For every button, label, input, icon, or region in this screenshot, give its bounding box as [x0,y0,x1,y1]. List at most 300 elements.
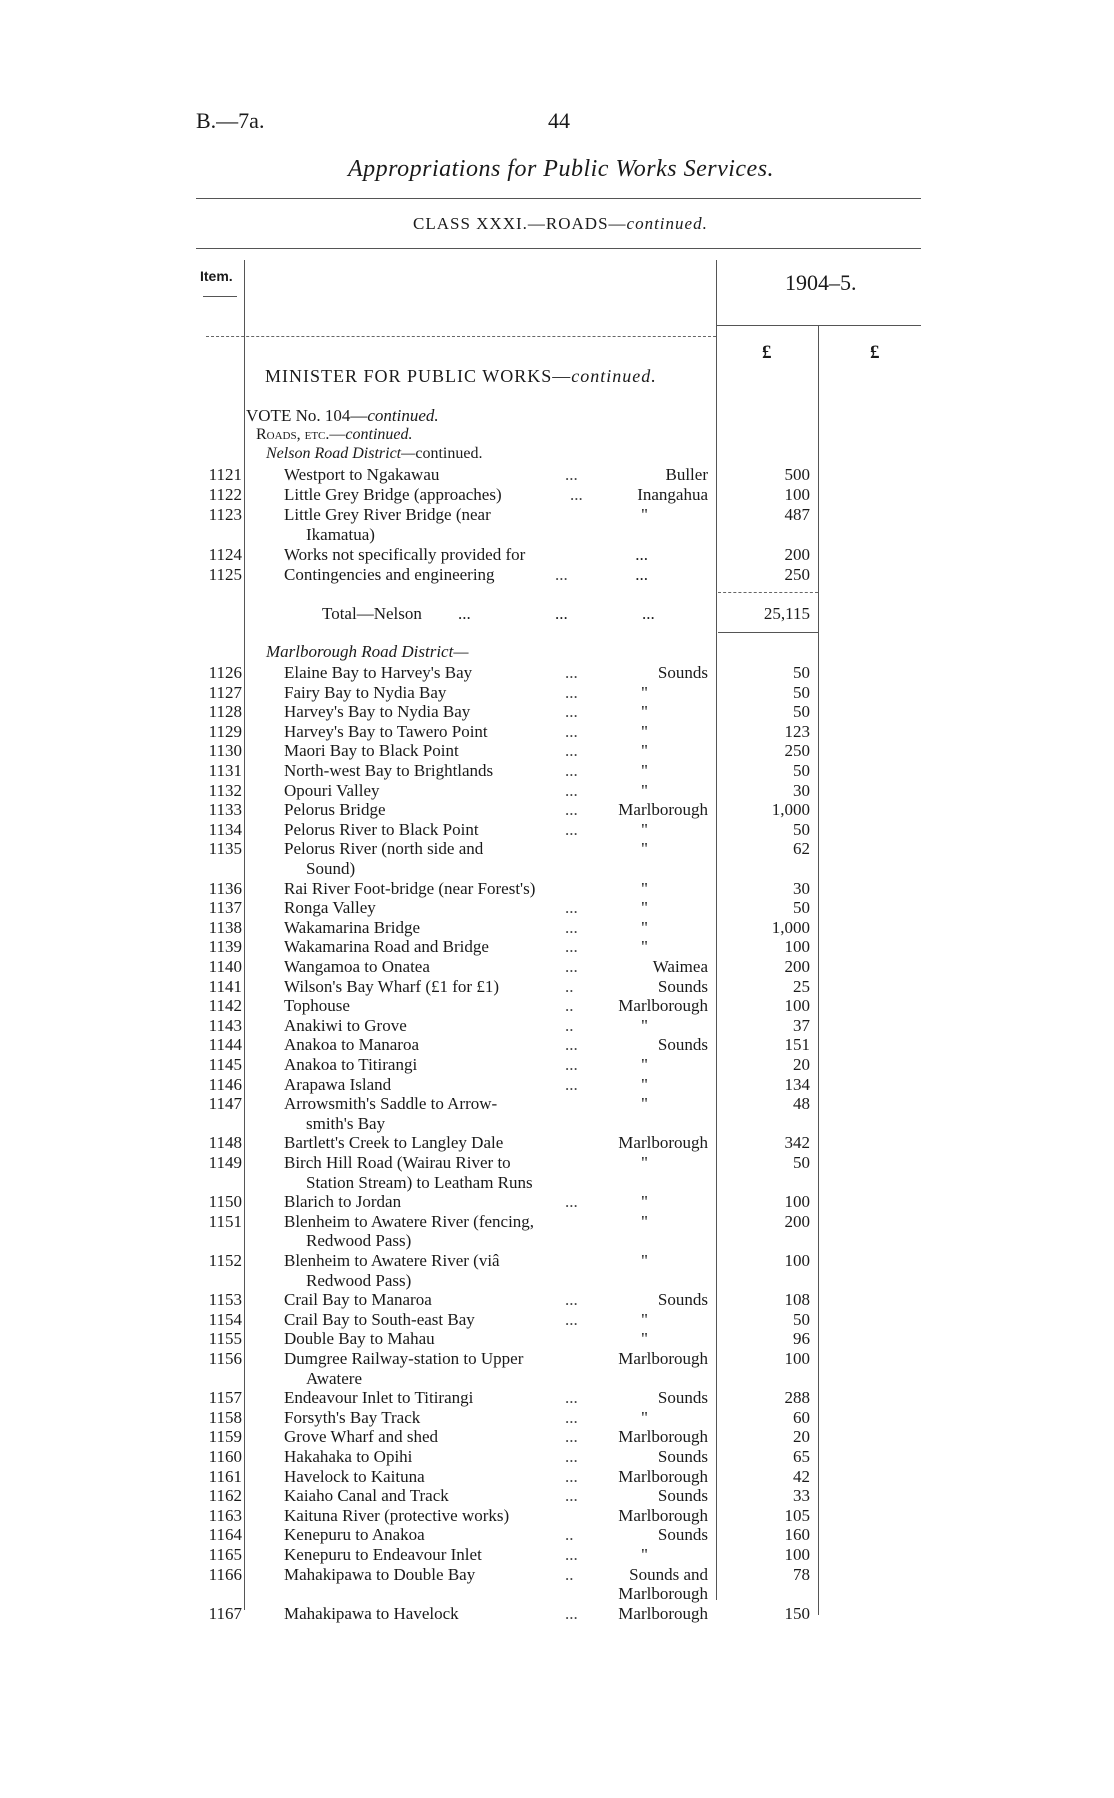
table-row [0,1192,1114,1212]
district: Marlborough [618,996,708,1016]
ditto-mark: " [641,917,648,937]
amount: 96 [793,1329,810,1349]
total-label: Total—Nelson [322,604,422,623]
item-number: 1162 [208,1486,242,1506]
minister-heading-main: MINISTER FOR PUBLIC WORKS— [265,366,572,386]
table-row-continuation [0,1369,1114,1389]
work-description: Wangamoa to Onatea [284,957,430,976]
leader-dots: ... [570,485,583,504]
table-row [0,918,1114,938]
nelson-district-continued: continued. [415,445,483,462]
amount: 487 [784,505,810,524]
district: Marlborough [618,800,708,820]
district: Marlborough [618,1133,708,1153]
amount: 200 [784,545,810,564]
ditto-mark: " [641,1094,648,1114]
work-description: Wilson's Bay Wharf (£1 for £1) [284,976,499,996]
amount: 50 [793,819,810,839]
leader-dots: ... [565,1309,578,1329]
district-continued: Marlborough [618,1584,708,1604]
amount: 30 [793,780,810,800]
item-number: 1142 [208,996,242,1016]
vote-heading-continued: continued. [367,406,439,425]
work-description: Kenepuru to Anakoa [284,1525,425,1545]
amount: 50 [793,898,810,918]
table-row [0,1290,1114,1310]
ditto-mark: " [641,741,648,761]
item-number: 1146 [208,1074,242,1094]
item-number: 1161 [208,1466,242,1486]
ditto-mark: " [641,1192,648,1212]
amount: 50 [793,663,810,682]
table-row [0,1310,1114,1330]
roads-heading-main: Roads, etc.— [256,426,346,443]
amount: 160 [784,1525,810,1545]
page-number: 44 [548,108,570,133]
title-rule [196,198,921,199]
work-description: Double Bay to Mahau [284,1329,435,1349]
work-description: Maori Bay to Black Point [284,741,459,761]
work-description: Mahakipawa to Double Bay [284,1564,476,1584]
leader-dots: ... [565,682,578,702]
amount: 50 [793,682,810,702]
amount: 100 [784,1545,810,1564]
table-row [0,1055,1114,1075]
district: Sounds [657,1290,708,1310]
work-description: Little Grey Bridge (approaches) [284,485,502,504]
leader-dots: ... [565,721,578,741]
district: Sounds [657,663,708,682]
table-row [0,1388,1114,1408]
district: Sounds [657,1388,708,1408]
leader-dots: ... [565,1603,578,1623]
item-number: 1122 [208,485,242,504]
amount: 50 [793,1153,810,1172]
table-row [0,722,1114,742]
amount: 123 [784,721,810,741]
table-row [0,1251,1114,1271]
leader-dots: .. [565,1564,574,1584]
work-description-continued: Redwood Pass) [306,1231,412,1251]
item-number: 1138 [208,917,242,937]
leader-dots: ... [565,819,578,839]
leader-dots: ... [565,465,578,484]
table-row [0,1153,1114,1173]
leader-dots: ... [565,1035,578,1055]
leader-dots: ... [565,898,578,918]
work-description: Crail Bay to Manaroa [284,1290,432,1310]
header-bottom-rule [206,336,716,337]
leader-dots: ... [565,1290,578,1310]
table-row [0,1075,1114,1095]
amount: 342 [784,1133,810,1153]
leader-dots: ... [565,1486,578,1506]
item-number: 1134 [208,819,242,839]
leader-dots: ... [565,1447,578,1466]
leader-dots: ... [565,780,578,800]
table-row-continuation [0,1173,1114,1193]
class-heading-main: CLASS XXXI.—ROADS— [413,214,627,233]
work-description-continued: Station Stream) to Leatham Runs [306,1172,533,1192]
nelson-district-heading [266,445,482,463]
leader-dots: .. [565,1525,574,1545]
item-number: 1132 [208,780,242,800]
district: ... [635,545,648,564]
leader-dots: ... [565,1055,578,1074]
amount: 78 [793,1564,810,1584]
leader-dots: ... [565,1074,578,1094]
item-number: 1124 [208,545,242,564]
amount: 200 [784,1211,810,1231]
table-row [0,485,1114,505]
district: Sounds and [629,1564,708,1584]
leader-dots: ... [565,663,578,682]
work-description: Little Grey River Bridge (near [284,505,491,524]
ditto-mark: " [641,1153,648,1172]
district: Inangahua [637,485,708,504]
ditto-mark: " [641,819,648,839]
work-description: Bartlett's Creek to Langley Dale [284,1133,504,1153]
nelson-total-row [0,604,1114,624]
item-number: 1156 [208,1349,242,1368]
table-row [0,800,1114,820]
work-description: Ronga Valley [284,898,376,918]
class-heading-continued: continued. [626,214,708,233]
leader-dots: ... [565,1427,578,1447]
work-description: Elaine Bay to Harvey's Bay [284,663,473,682]
work-description: Opouri Valley [284,780,380,800]
item-number: 1163 [208,1505,242,1525]
amount: 1,000 [771,917,810,937]
ditto-mark: " [641,878,648,898]
ditto-mark: " [641,1309,648,1329]
leader-dots: ... [565,800,578,820]
ditto-mark: " [641,1074,648,1094]
item-number: 1144 [208,1035,242,1055]
amount: 100 [784,1251,810,1270]
table-row [0,1525,1114,1545]
item-number: 1167 [208,1603,242,1623]
amount: 33 [793,1486,810,1506]
amount: 134 [784,1074,810,1094]
work-description: Hakahaka to Opihi [284,1447,413,1466]
table-row [0,1016,1114,1036]
leader-dots: .. [565,996,574,1016]
table-row [0,996,1114,1016]
amount: 50 [793,1309,810,1329]
work-description-continued: Ikamatua) [306,525,375,544]
leader-dots: ... [565,937,578,957]
item-number: 1153 [208,1290,242,1310]
item-column-header: Item. [200,268,233,284]
amount: 288 [784,1388,810,1408]
leader-dots: ... [565,1192,578,1212]
leader-dots: ... [565,917,578,937]
work-description: Tophouse [284,996,350,1016]
ditto-mark: " [641,1211,648,1231]
leader-dots: ... [565,1407,578,1427]
work-description: Dumgree Railway-station to Upper [284,1349,524,1368]
page-title: Appropriations for Public Works Services. [348,156,775,182]
amount: 42 [793,1466,810,1486]
item-number: 1155 [208,1329,242,1349]
work-description-continued: Awatere [306,1368,363,1388]
item-number: 1164 [208,1525,242,1545]
work-description: Crail Bay to South-east Bay [284,1309,475,1329]
amount: 62 [793,839,810,859]
leader-dots: ... [565,1388,578,1408]
ditto-mark: " [641,1407,648,1427]
work-description: Forsyth's Bay Track [284,1407,421,1427]
work-description: Endeavour Inlet to Titirangi [284,1388,474,1408]
work-description: Westport to Ngakawau [284,465,440,484]
table-row [0,1133,1114,1153]
table-row [0,879,1114,899]
document-reference: B.—7a. [196,108,265,133]
amount: 100 [784,1192,810,1212]
item-number: 1126 [208,663,242,682]
district: Buller [665,465,708,484]
work-description: Blenheim to Awatere River (viâ [284,1251,500,1270]
total-amount: 25,115 [763,604,810,623]
table-row [0,957,1114,977]
leader-dots: ... [555,565,568,584]
item-number: 1149 [208,1153,242,1172]
district: Waimea [652,957,708,976]
item-number: 1158 [208,1407,242,1427]
ditto-mark: " [641,1545,648,1564]
table-row [0,1094,1114,1114]
district: Marlborough [618,1427,708,1447]
work-description: Birch Hill Road (Wairau River to [284,1153,511,1172]
amount: 60 [793,1407,810,1427]
district: Marlborough [618,1349,708,1368]
item-number: 1165 [208,1545,242,1564]
item-number: 1131 [208,761,242,780]
table-row-continuation [0,1231,1114,1251]
ditto-mark: " [641,1055,648,1074]
table-row [0,1506,1114,1526]
work-description: Kaiaho Canal and Track [284,1486,449,1506]
item-number: 1159 [208,1427,242,1447]
item-number: 1129 [208,721,242,741]
item-number: 1152 [208,1251,242,1270]
item-number: 1133 [208,800,242,820]
table-row [0,1486,1114,1506]
table-row [0,545,1114,565]
item-number: 1123 [208,505,242,524]
amount: 48 [793,1094,810,1114]
item-number: 1148 [208,1133,242,1153]
year-header-rule [716,325,921,326]
amount: 200 [784,957,810,976]
district: Marlborough [618,1505,708,1525]
ditto-mark: " [641,682,648,702]
item-number: 1150 [208,1192,242,1212]
work-description: Arapawa Island [284,1074,392,1094]
table-row [0,1035,1114,1055]
pound-symbol-first: £ [762,342,772,363]
amount: 30 [793,878,810,898]
table-row-continuation [0,1271,1114,1291]
item-number: 1136 [208,878,242,898]
work-description: Pelorus River (north side and [284,839,484,859]
table-row [0,1212,1114,1232]
leader-dots: .. [565,1015,574,1035]
item-header-underline [203,296,237,297]
table-row [0,741,1114,761]
item-number: 1137 [208,898,242,918]
amount: 250 [784,741,810,761]
table-row-continuation [0,1584,1114,1604]
minister-heading [265,366,657,387]
work-description: Pelorus Bridge [284,800,386,820]
work-description: Mahakipawa to Havelock [284,1603,459,1623]
amount: 25 [793,976,810,996]
work-description: Kenepuru to Endeavour Inlet [284,1545,482,1564]
ditto-mark: " [641,721,648,741]
leader-dots: ... [555,604,568,623]
work-description: Rai River Foot-bridge (near Forest's) [284,878,536,898]
table-row-continuation [0,525,1114,545]
district: Sounds [657,1525,708,1545]
work-description-continued: Sound) [306,859,356,878]
amount: 20 [793,1055,810,1074]
work-description: Pelorus River to Black Point [284,819,479,839]
amount: 108 [784,1290,810,1310]
ditto-mark: " [641,780,648,800]
leader-dots: ... [565,702,578,722]
table-row [0,1408,1114,1428]
ditto-mark: " [641,937,648,957]
item-number: 1145 [208,1055,242,1074]
item-number: 1128 [208,702,242,722]
leader-dots: ... [565,741,578,761]
work-description-continued: Redwood Pass) [306,1270,412,1290]
work-description: Fairy Bay to Nydia Bay [284,682,447,702]
item-number: 1166 [208,1564,242,1584]
work-description: Anakiwi to Grove [284,1015,407,1035]
amount: 105 [784,1505,810,1525]
table-row [0,839,1114,859]
leader-dots: ... [565,1466,578,1486]
total-bottom-rule [718,632,818,633]
work-description: Arrowsmith's Saddle to Arrow- [284,1094,498,1114]
item-number: 1125 [208,565,242,584]
leader-dots: ... [458,604,471,623]
item-number: 1160 [208,1447,242,1466]
leader-dots: .. [565,976,574,996]
table-row [0,898,1114,918]
vote-heading [246,406,439,426]
table-row [0,1447,1114,1467]
item-number: 1121 [208,465,242,484]
item-number: 1139 [208,937,242,957]
item-number: 1157 [208,1388,242,1408]
item-number: 1143 [208,1015,242,1035]
amount: 50 [793,761,810,780]
item-number: 1130 [208,741,242,761]
item-number: 1127 [208,682,242,702]
work-description: Works not specifically provided for [284,545,526,564]
item-number: 1147 [208,1094,242,1114]
amount: 250 [784,565,810,584]
table-top-rule [196,248,921,249]
district: Sounds [657,976,708,996]
ditto-mark: " [641,505,648,524]
minister-heading-continued: continued. [571,366,657,386]
total-top-rule [718,592,818,593]
item-number: 1141 [208,976,242,996]
table-row [0,702,1114,722]
ditto-mark: " [641,898,648,918]
table-row [0,781,1114,801]
district: Sounds [657,1035,708,1055]
amount: 100 [784,937,810,957]
table-row-continuation [0,1114,1114,1134]
item-number: 1151 [208,1211,242,1231]
table-row [0,465,1114,485]
item-number: 1135 [208,839,242,859]
amount: 37 [793,1015,810,1035]
amount: 1,000 [771,800,810,820]
class-heading [413,214,708,234]
ditto-mark: " [641,839,648,859]
table-row [0,820,1114,840]
table-row [0,761,1114,781]
table-row [0,1565,1114,1585]
year-column-header: 1904–5. [785,270,857,295]
work-description: Anakoa to Manaroa [284,1035,420,1055]
table-row [0,1349,1114,1369]
table-row [0,1545,1114,1565]
table-row [0,1329,1114,1349]
ditto-mark: " [641,761,648,780]
table-row [0,683,1114,703]
table-row-continuation [0,859,1114,879]
district: Sounds [657,1486,708,1506]
item-number: 1154 [208,1309,242,1329]
district: ... [635,565,648,584]
amount: 151 [784,1035,810,1055]
amount: 100 [784,1349,810,1368]
roads-heading [256,426,413,444]
table-row [0,565,1114,585]
work-description: Anakoa to Titirangi [284,1055,418,1074]
table-row [0,1427,1114,1447]
district: Marlborough [618,1603,708,1623]
work-description: North-west Bay to Brightlands [284,761,494,780]
work-description: Havelock to Kaituna [284,1466,425,1486]
ditto-mark: " [641,702,648,722]
nelson-district-label: Nelson Road District— [266,445,416,462]
district: Sounds [657,1447,708,1466]
amount: 500 [784,465,810,484]
ditto-mark: " [641,1329,648,1349]
work-description: Grove Wharf and shed [284,1427,439,1447]
marlborough-district-heading: Marlborough Road District— [266,642,469,661]
work-description: Wakamarina Bridge [284,917,420,937]
amount: 50 [793,702,810,722]
amount: 20 [793,1427,810,1447]
amount: 100 [784,996,810,1016]
ditto-mark: " [641,1015,648,1035]
district: Marlborough [618,1466,708,1486]
work-description: Kaituna River (protective works) [284,1505,510,1525]
table-row [0,1467,1114,1487]
table-row [0,937,1114,957]
leader-dots: ... [565,761,578,780]
